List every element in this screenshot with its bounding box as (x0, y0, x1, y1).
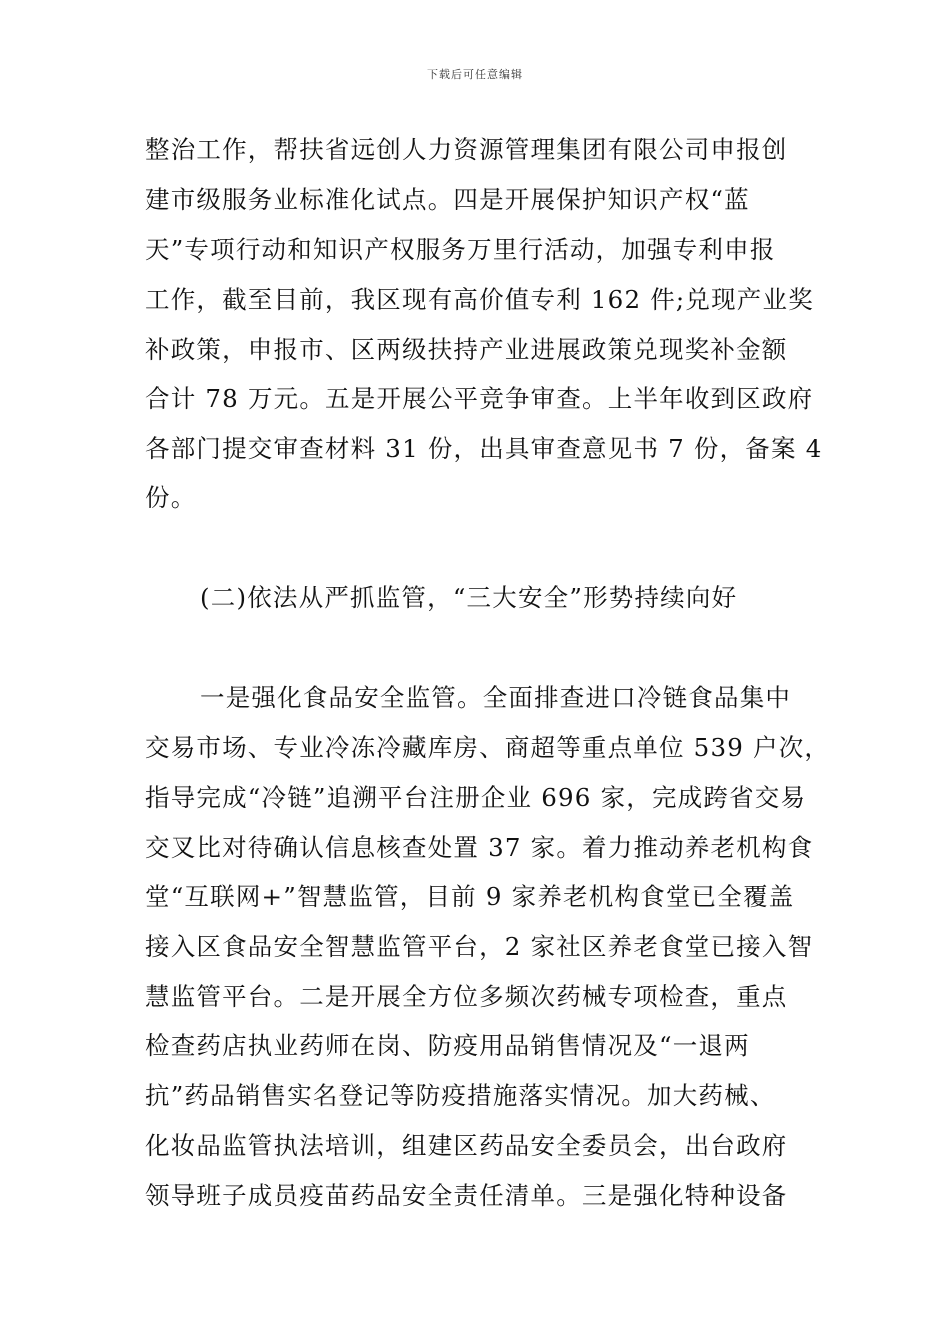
text-line: 交易市场、专业冷冻冷藏库房、商超等重点单位 539 户次， (145, 733, 831, 762)
header-note: 下载后可任意编辑 (427, 68, 523, 81)
text-line: 检查药店执业药师在岗、防疫用品销售情况及“一退两 (145, 1031, 750, 1060)
text-line: 补政策，申报市、区两级扶持产业进展政策兑现奖补金额 (145, 335, 788, 364)
text-line: 工作，截至目前，我区现有高价值专利 162 件;兑现产业奖 (145, 285, 814, 314)
text-line: 抗”药品销售实名登记等防疫措施落实情况。加大药械、 (145, 1081, 776, 1110)
section-heading: (二)依法从严抓监管，“三大安全”形势持续向好 (200, 583, 738, 612)
text-line: 各部门提交审查材料 31 份，出具审查意见书 7 份，备案 4 (145, 434, 823, 463)
text-line: 整治工作，帮扶省远创人力资源管理集团有限公司申报创 (145, 135, 788, 164)
text-line: 天”专项行动和知识产权服务万里行活动，加强专利申报 (145, 235, 776, 264)
text-line: 一是强化食品安全监管。全面排查进口冷链食品集中 (200, 683, 792, 712)
text-line: 建市级服务业标准化试点。四是开展保护知识产权“蓝 (145, 185, 750, 214)
text-line: 堂“互联网+”智慧监管，目前 9 家养老机构食堂已全覆盖 (145, 882, 795, 911)
text-line: 接入区食品安全智慧监管平台，2 家社区养老食堂已接入智 (145, 932, 814, 961)
text-line: 份。 (145, 483, 197, 512)
text-line: 指导完成“冷链”追溯平台注册企业 696 家，完成跨省交易 (145, 783, 807, 812)
text-line: 交叉比对待确认信息核查处置 37 家。着力推动养老机构食 (145, 833, 814, 862)
text-line: 合计 78 万元。五是开展公平竞争审查。上半年收到区政府 (145, 384, 814, 413)
text-line: 化妆品监管执法培训，组建区药品安全委员会，出台政府 (145, 1131, 788, 1160)
text-line: 慧监管平台。二是开展全方位多频次药械专项检查，重点 (145, 982, 788, 1011)
text-line: 领导班子成员疫苗药品安全责任清单。三是强化特种设备 (145, 1181, 788, 1210)
